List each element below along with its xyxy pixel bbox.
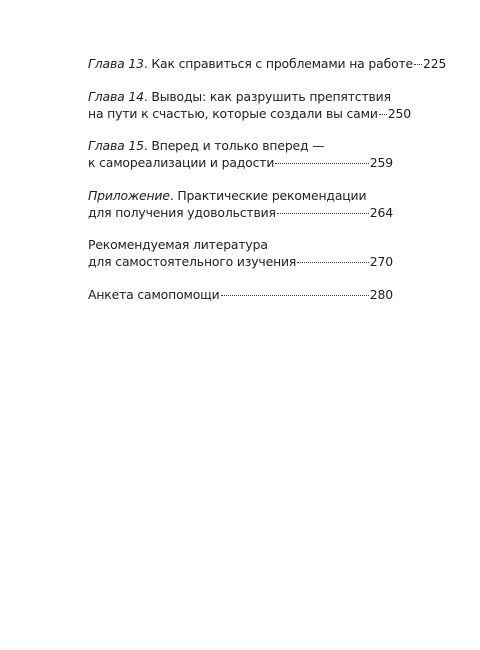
- dot-leader: [221, 294, 369, 296]
- dot-leader: [277, 212, 369, 214]
- dot-leader: [414, 63, 422, 65]
- toc-entry-page-number: 225: [423, 56, 447, 71]
- toc-entry-title: . Практические рекомендации: [169, 187, 367, 203]
- toc-entry-line: [88, 253, 393, 270]
- toc-entry-title: . Вперед и только вперед —: [143, 138, 325, 153]
- toc-entry-line: [88, 236, 393, 253]
- toc-entry-line: [88, 137, 393, 154]
- toc-entry-title: Анкета самопомощи: [88, 286, 220, 302]
- toc-entry-self-help-questionnaire: [88, 286, 393, 303]
- toc-entry-page-number: 280: [369, 286, 393, 302]
- toc-entry-page-number: 259: [369, 155, 393, 170]
- toc-entry-line: [88, 154, 393, 171]
- dot-leader: [275, 162, 369, 164]
- toc-entry-prefix: Глава 13: [88, 56, 144, 71]
- dot-leader: [379, 113, 387, 115]
- toc-entry-chapter-13: [88, 55, 447, 72]
- toc-entry-line: [88, 105, 411, 122]
- toc-entry-title: . Как справиться с проблемами на работе: [143, 56, 414, 71]
- toc-entry-line: [88, 204, 393, 221]
- toc-entry-title-continued: к самореализации и радости: [88, 155, 275, 170]
- toc-entry-title: . Выводы: как разрушить препятствия: [143, 88, 391, 104]
- toc-entry-title-continued: для получения удовольствия: [88, 204, 276, 220]
- toc-entry-prefix: Приложение: [88, 187, 170, 203]
- toc-entry-title-continued: для самостоятельного изучения: [88, 254, 297, 269]
- dot-leader: [297, 261, 369, 263]
- toc-entry-line: [88, 286, 393, 303]
- toc-entry-line: [88, 88, 393, 105]
- toc-entry-title: Рекомендуемая литература: [88, 237, 268, 252]
- table-of-contents: [88, 55, 447, 318]
- toc-entry-page-number: 250: [387, 105, 411, 121]
- toc-entry-appendix: [88, 187, 393, 221]
- toc-entry-prefix: Глава 14: [88, 88, 144, 104]
- toc-entry-title-continued: на пути к счастью, которые создали вы сами: [88, 105, 378, 121]
- toc-entry-chapter-14: [88, 88, 411, 122]
- toc-entry-line: [88, 55, 447, 72]
- toc-entry-page-number: 264: [369, 204, 393, 220]
- toc-entry-page-number: 270: [369, 254, 393, 269]
- toc-entry-line: [88, 187, 393, 204]
- toc-entry-prefix: Глава 15: [88, 138, 144, 153]
- toc-entry-recommended-reading: [88, 236, 393, 270]
- toc-entry-chapter-15: [88, 137, 393, 171]
